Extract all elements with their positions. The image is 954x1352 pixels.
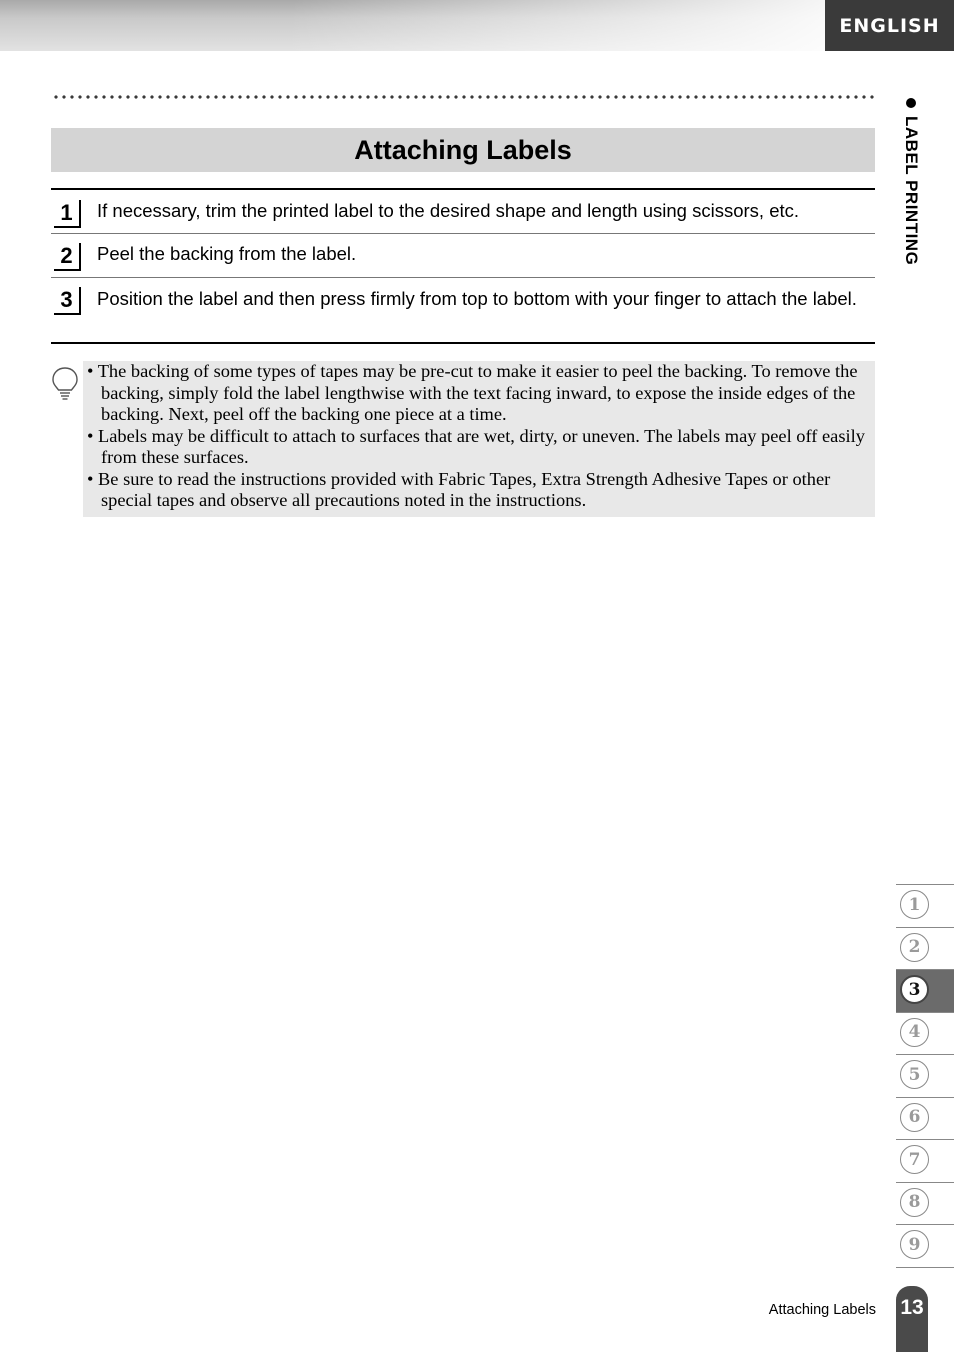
chapter-number: 3 bbox=[900, 975, 929, 1004]
step-item bbox=[51, 190, 875, 234]
note-list bbox=[87, 361, 871, 512]
note-item: • Labels may be difficult to attach to surfaces that are wet, dirty, or uneven. The labels may peel off easily from these surfaces. bbox=[87, 425, 865, 467]
section-side-label bbox=[896, 98, 926, 265]
page-number: 13 bbox=[896, 1286, 928, 1352]
chapter-tab-6[interactable] bbox=[896, 1097, 954, 1140]
chapter-number: 2 bbox=[900, 933, 929, 962]
chapter-number: 9 bbox=[900, 1230, 929, 1259]
steps-list bbox=[51, 188, 875, 344]
chapter-tab-2[interactable] bbox=[896, 927, 954, 970]
chapter-index bbox=[896, 884, 954, 1268]
footer-section-title: Attaching Labels bbox=[768, 1302, 876, 1318]
chapter-tab-4[interactable] bbox=[896, 1012, 954, 1055]
chapter-tab-5[interactable] bbox=[896, 1054, 954, 1097]
chapter-number: 4 bbox=[900, 1018, 929, 1047]
chapter-tab-3[interactable] bbox=[896, 969, 954, 1012]
chapter-tab-7[interactable] bbox=[896, 1139, 954, 1182]
step-item bbox=[51, 234, 875, 278]
lightbulb-icon bbox=[51, 366, 79, 402]
chapter-tab-1[interactable] bbox=[896, 884, 954, 927]
note-box bbox=[83, 361, 875, 517]
chapter-number: 7 bbox=[900, 1145, 929, 1174]
note-item: • Be sure to read the instructions provided with Fabric Tapes, Extra Strength Adhesive Tapes or other special tapes and observe all precautions noted in the instructions. bbox=[87, 468, 831, 510]
title-banner bbox=[51, 128, 875, 172]
side-label-text: LABEL PRINTING bbox=[902, 116, 921, 266]
dotted-divider bbox=[52, 95, 876, 99]
chapter-number: 6 bbox=[900, 1103, 929, 1132]
chapter-number: 1 bbox=[900, 890, 929, 919]
step-text: Peel the backing from the label. bbox=[97, 243, 357, 264]
step-number: 3 bbox=[54, 287, 81, 315]
step-number: 2 bbox=[54, 243, 81, 271]
note-item: • The backing of some types of tapes may be pre-cut to make it easier to peel the backing. To remove the backing, simply fold the label lengthwise with the text facing inward, to expose the inside edges of the backing. Next, peel off the backing one piece at a time. bbox=[87, 361, 858, 424]
header-decoration bbox=[0, 0, 825, 51]
step-text: Position the label and then press firmly from top to bottom with your finger to attach the label. bbox=[97, 288, 857, 309]
chapter-tab-8[interactable] bbox=[896, 1182, 954, 1225]
chapter-number: 5 bbox=[900, 1060, 929, 1089]
bullet-icon bbox=[906, 98, 916, 108]
step-text: If necessary, trim the printed label to the desired shape and length using scissors, etc. bbox=[97, 200, 800, 221]
language-tab: ENGLISH bbox=[825, 0, 954, 51]
step-item bbox=[51, 278, 875, 342]
chapter-number: 8 bbox=[900, 1188, 929, 1217]
step-number: 1 bbox=[54, 200, 81, 228]
page-title: Attaching Labels bbox=[354, 134, 572, 165]
chapter-tab-9[interactable] bbox=[896, 1224, 954, 1268]
